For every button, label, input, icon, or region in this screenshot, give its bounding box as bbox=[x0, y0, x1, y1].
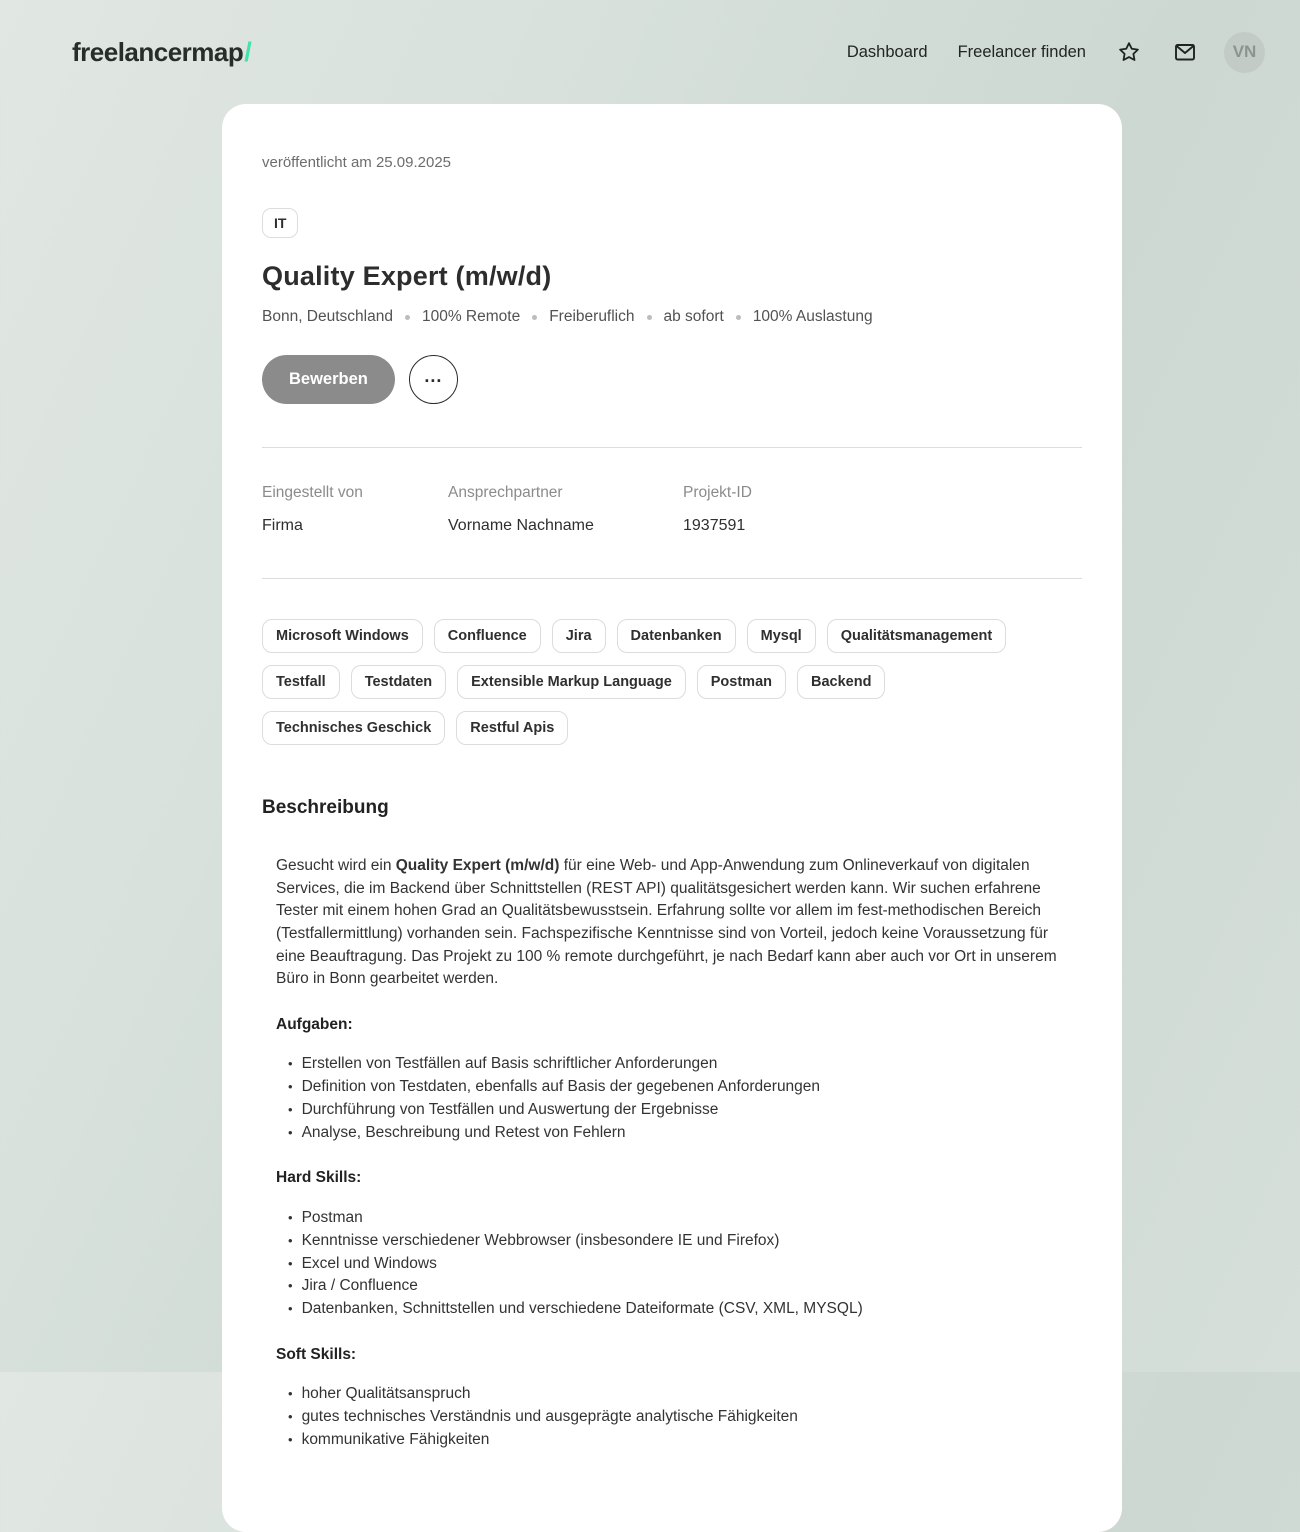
skill-tag[interactable]: Backend bbox=[797, 665, 885, 699]
skill-tag[interactable]: Microsoft Windows bbox=[262, 619, 423, 653]
meta-workload: 100% Auslastung bbox=[752, 308, 873, 325]
meta-employment-type: Freiberuflich bbox=[549, 308, 635, 325]
meta-separator-dot bbox=[405, 315, 410, 320]
list-item: • Excel und Windows bbox=[288, 1253, 1067, 1276]
subheading-soft-skills: Soft Skills: bbox=[276, 1345, 357, 1363]
info-value: Vorname Nachname bbox=[448, 517, 594, 534]
meta-remote: 100% Remote bbox=[421, 308, 521, 325]
list-item: • hoher Qualitätsanspruch bbox=[288, 1383, 1067, 1406]
meta-location: Bonn, Deutschland bbox=[262, 308, 393, 325]
category-badge-it: IT bbox=[262, 208, 298, 238]
mail-icon bbox=[1173, 40, 1197, 64]
skill-tag[interactable]: Technisches Geschick bbox=[262, 711, 445, 745]
apply-button[interactable]: Bewerben bbox=[262, 355, 395, 404]
skill-tag[interactable]: Extensible Markup Language bbox=[457, 665, 686, 699]
meta-separator-dot bbox=[736, 315, 741, 320]
user-avatar[interactable]: VN bbox=[1224, 32, 1265, 73]
section-divider bbox=[262, 447, 1082, 448]
nav-link-dashboard[interactable]: Dashboard bbox=[846, 42, 928, 61]
skill-tag[interactable]: Datenbanken bbox=[617, 619, 736, 653]
info-value: 1937591 bbox=[683, 517, 746, 534]
list-item: • kommunikative Fähigkeiten bbox=[288, 1429, 1067, 1452]
meta-separator-dot bbox=[647, 315, 652, 320]
nav-link-freelancer-finden[interactable]: Freelancer finden bbox=[957, 42, 1086, 61]
subheading-hard-skills: Hard Skills: bbox=[276, 1169, 362, 1187]
info-column-employer bbox=[262, 484, 448, 535]
skill-tag[interactable]: Jira bbox=[552, 619, 606, 653]
logo-slash-accent: / bbox=[244, 36, 252, 67]
skill-tag[interactable]: Postman bbox=[697, 665, 786, 699]
description-intro-paragraph: Gesucht wird ein Quality Expert (m/w/d) für eine Web- und App-Anwendung zum Onlineverkauf von digitalen Services, die im Backend über Schnittstellen (REST API) qualitätsgesichert werden kann. Wir suchen erfahrene Tester mit einem hohen Grad an Qualitätsbewusstsein. Erfahrung sollte vor allem im fest-methodischen Bereich (Testfallermittlung) vorhanden sein. Fachspezifische Kenntnisse sind von Vorteil, jedoch keine Voraussetzung für eine Beauftragung. Das Projekt zu 100 % remote durchgeführt, je nach Bedarf kann aber auch vor Ort in unserem Büro in Bonn gearbeitet werden. bbox=[276, 857, 1057, 988]
description-body bbox=[262, 855, 1067, 1452]
top-navigation-bar bbox=[0, 0, 1300, 104]
meta-start-date: ab sofort bbox=[663, 308, 724, 325]
skill-tag[interactable]: Confluence bbox=[434, 619, 541, 653]
freelancermap-logo[interactable] bbox=[72, 37, 252, 68]
info-column-contact bbox=[448, 484, 683, 535]
description-heading: Beschreibung bbox=[262, 797, 389, 818]
list-item: • Jira / Confluence bbox=[288, 1275, 1067, 1298]
skill-tag[interactable]: Testfall bbox=[262, 665, 340, 699]
list-item: • Analyse, Beschreibung und Retest von Fehlern bbox=[288, 1122, 1067, 1145]
published-date: veröffentlicht am 25.09.2025 bbox=[262, 154, 452, 171]
logo-wordmark: freelancermap bbox=[72, 36, 244, 67]
section-divider bbox=[262, 578, 1082, 579]
info-column-project-id bbox=[683, 484, 1082, 535]
skill-tags bbox=[262, 619, 1042, 745]
job-title: Quality Expert (m/w/d) bbox=[262, 261, 552, 291]
skill-tag[interactable]: Mysql bbox=[747, 619, 816, 653]
meta-separator-dot bbox=[532, 315, 537, 320]
top-nav-links bbox=[847, 32, 1265, 73]
list-item: • Erstellen von Testfällen auf Basis schriftlicher Anforderungen bbox=[288, 1053, 1067, 1076]
skill-tag[interactable]: Restful Apis bbox=[456, 711, 568, 745]
more-options-button[interactable] bbox=[409, 355, 458, 404]
soft-skills-list bbox=[276, 1383, 1067, 1451]
description-intro-bold: Quality Expert (m/w/d) bbox=[395, 857, 560, 874]
info-value: Firma bbox=[262, 517, 303, 534]
hard-skills-list bbox=[276, 1207, 1067, 1321]
ellipsis-icon: ... bbox=[424, 365, 443, 386]
action-buttons-row bbox=[262, 355, 1082, 404]
star-icon bbox=[1117, 40, 1141, 64]
info-label: Projekt-ID bbox=[683, 484, 752, 501]
list-item: • Postman bbox=[288, 1207, 1067, 1230]
skill-tag[interactable]: Testdaten bbox=[351, 665, 446, 699]
subheading-aufgaben: Aufgaben: bbox=[276, 1015, 353, 1033]
info-label: Ansprechpartner bbox=[448, 484, 563, 501]
list-item: • Datenbanken, Schnittstellen und verschiedene Dateiformate (CSV, XML, MYSQL) bbox=[288, 1298, 1067, 1321]
list-item: • gutes technisches Verständnis und ausgeprägte analytische Fähigkeiten bbox=[288, 1406, 1067, 1429]
favorites-star-button[interactable] bbox=[1116, 39, 1142, 65]
skill-tag[interactable]: Qualitätsmanagement bbox=[827, 619, 1007, 653]
job-detail-card bbox=[222, 104, 1122, 1532]
aufgaben-list bbox=[276, 1053, 1067, 1144]
list-item: • Definition von Testdaten, ebenfalls auf Basis der gegebenen Anforderungen bbox=[288, 1076, 1067, 1099]
info-label: Eingestellt von bbox=[262, 484, 363, 501]
list-item: • Durchführung von Testfällen und Auswertung der Ergebnisse bbox=[288, 1099, 1067, 1122]
messages-mail-button[interactable] bbox=[1172, 39, 1198, 65]
list-item: • Kenntnisse verschiedener Webbrowser (insbesondere IE und Firefox) bbox=[288, 1230, 1067, 1253]
job-meta-row bbox=[262, 308, 1082, 326]
job-info-columns bbox=[262, 484, 1082, 535]
